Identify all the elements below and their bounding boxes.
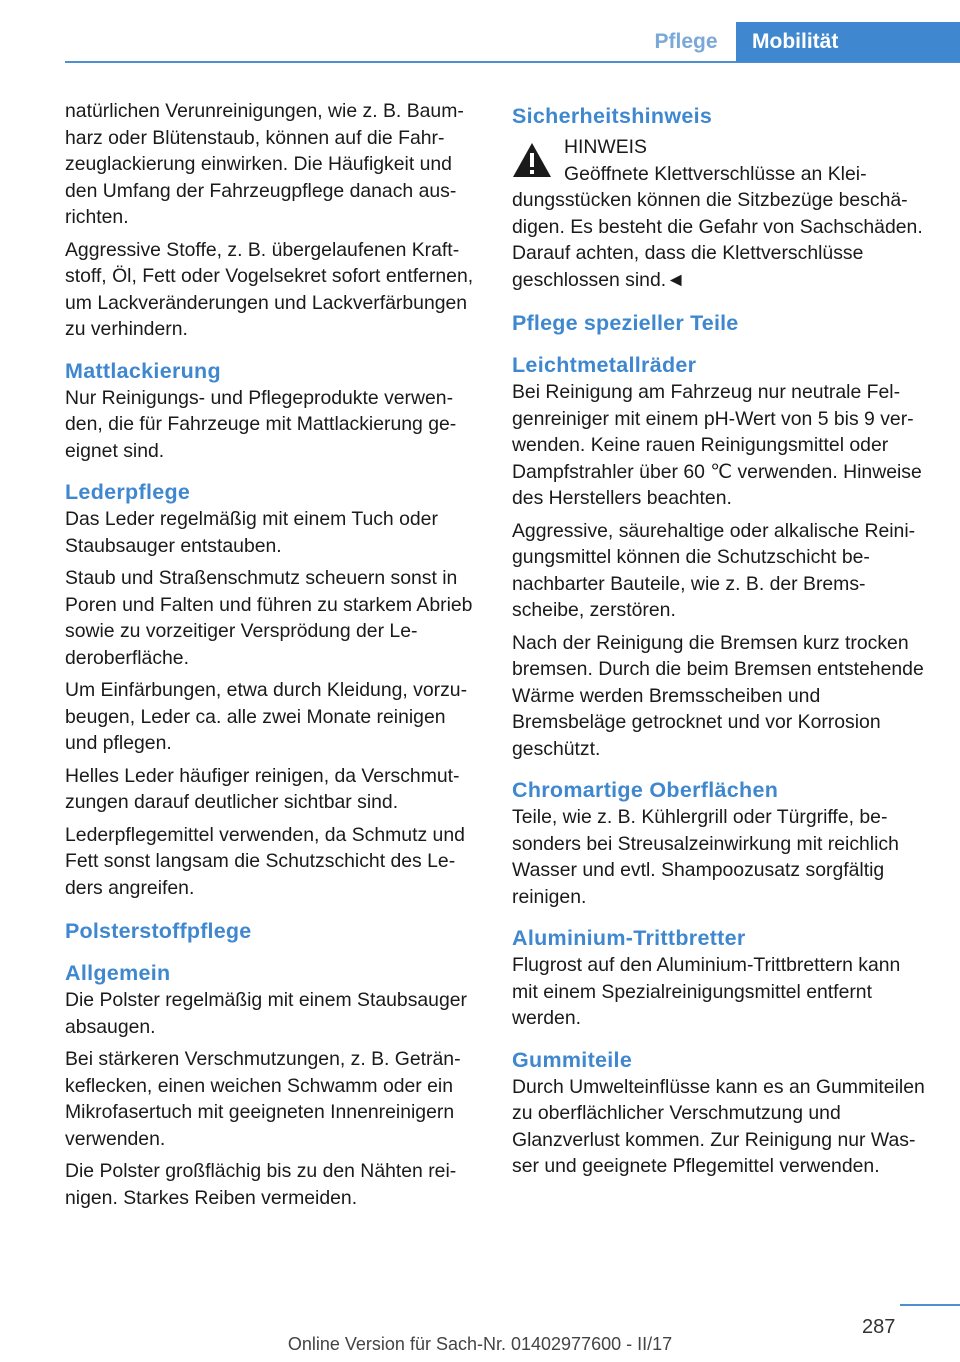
tab-pflege[interactable]: Pflege bbox=[654, 30, 718, 53]
paragraph: Die Polster großflächig bis zu den Nähten reinigen. Starkes Reiben vermeiden. bbox=[65, 1160, 457, 1209]
heading-aluminium-trittbretter: Aluminium-Trittbretter bbox=[512, 926, 746, 950]
heading-lederpflege: Lederpflege bbox=[65, 480, 191, 504]
paragraph: Teile, wie z. B. Kühlergrill oder Türgriffe, besonders bei Streusalzeinwirkung mit reichlich Wasser und evtl. Shampoozusatz sorgfältig reinigen. bbox=[512, 806, 899, 908]
right-column bbox=[512, 98, 930, 1186]
warning-triangle-icon bbox=[512, 142, 552, 178]
paragraph: Bei Reinigung am Fahrzeug nur neutrale Felgenreiniger mit einem pH-Wert von 5 bis 9 verwenden. Keine rauen Reinigungsmittel oder Dampfstrahler über 60 ℃ verwenden. Hinweise des Herstellers beachten. bbox=[512, 381, 922, 509]
footer-rule bbox=[900, 1304, 960, 1306]
paragraph: Die Polster regelmäßig mit einem Staubsauger absaugen. bbox=[65, 989, 467, 1038]
heading-sicherheitshinweis: Sicherheitshinweis bbox=[512, 104, 713, 128]
heading-pflege-spezieller-teile: Pflege spezieller Teile bbox=[512, 311, 739, 335]
paragraph: Nur Reinigungs- und Pflegeprodukte verwenden, die für Fahrzeuge mit Mattlackierung geeignet sind. bbox=[65, 386, 457, 462]
heading-allgemein: Allgemein bbox=[65, 961, 171, 985]
paragraph: Durch Umwelteinflüsse kann es an Gummiteilen zu oberflächlicher Verschmutzung und Glanzverlust kommen. Zur Reinigung nur Wasser und geeignete Pflegemittel verwenden. bbox=[512, 1075, 925, 1177]
page-number: 287 bbox=[862, 1316, 896, 1338]
paragraph: Helles Leder häufiger reinigen, da Verschmutzungen darauf deutlicher sichtbar sind. bbox=[65, 764, 460, 813]
paragraph: Staub und Straßenschmutz scheuern sonst in Poren und Falten und führen zu starkem Abrieb sowie zu vorzeitiger Versprödung der Lederoberfläche. bbox=[65, 567, 473, 669]
online-version-note: Online Version für Sach-Nr. 01402977600 - II/17 bbox=[287, 1334, 673, 1354]
paragraph: Das Leder regelmäßig mit einem Tuch oder Staubsauger entstauben. bbox=[65, 508, 438, 557]
paragraph: Um Einfärbungen, etwa durch Kleidung, vorzubeugen, Leder ca. alle zwei Monate reinigen und pflegen. bbox=[65, 679, 468, 754]
left-column bbox=[65, 98, 483, 1217]
heading-chromartige-oberflaechen: Chromartige Oberflächen bbox=[512, 778, 779, 802]
paragraph: Aggressive, säurehaltige oder alkalische Reinigungsmittel können die Schutzschicht benachbarter Bauteile, wie z. B. der Bremsscheibe, zerstören. bbox=[512, 519, 916, 621]
paragraph: natürlichen Verunreinigungen, wie z. B. Baumharz oder Blütenstaub, können auf die Fahrzeuglackierung einwirken. Die Häufigkeit und den Umfang der Fahrzeugpflege danach ausrichten. bbox=[65, 100, 464, 228]
paragraph: Bei stärkeren Verschmutzungen, z. B. Getränkeflecken, einen weichen Schwamm oder ein Mikrofasertuch mit geeigneten Innenreinigern verwenden. bbox=[65, 1048, 461, 1150]
warning-title: HINWEIS bbox=[564, 136, 647, 158]
heading-gummiteile: Gummiteile bbox=[512, 1047, 633, 1072]
heading-polsterstoffpflege: Polsterstoffpflege bbox=[65, 919, 252, 943]
heading-mattlackierung: Mattlackierung bbox=[65, 358, 221, 383]
paragraph: Aggressive Stoffe, z. B. übergelaufenen Kraftstoff, Öl, Fett oder Vogelsekret sofort entfernen, um Lackveränderungen und Lackverfärbungen zu verhindern. bbox=[65, 238, 474, 340]
paragraph: Lederpflegemittel verwenden, da Schmutz und Fett sonst langsam die Schutzschicht des Leders angreifen. bbox=[65, 823, 465, 899]
paragraph: Flugrost auf den Aluminium-Trittbrettern kann mit einem Spezialreinigungsmittel entfernt werden. bbox=[512, 954, 901, 1029]
warning-notice bbox=[512, 134, 930, 161]
warning-text: Geöffnete Klettverschlüsse an Kleidungsstücken können die Sitzbezüge beschädigen. Es besteht die Gefahr von Sachschäden. Darauf achten, dass die Klettverschlüsse geschlossen sind.◄ bbox=[512, 162, 923, 291]
tab-mobilitaet[interactable]: Mobilität bbox=[736, 22, 960, 62]
paragraph: Nach der Reinigung die Bremsen kurz trocken bremsen. Durch die beim Bremsen entstehende Wärme werden Bremsscheiben und Bremsbeläge getrocknet und vor Korrosion geschützt. bbox=[512, 631, 924, 760]
heading-leichtmetallraeder: Leichtmetallräder bbox=[512, 353, 697, 377]
